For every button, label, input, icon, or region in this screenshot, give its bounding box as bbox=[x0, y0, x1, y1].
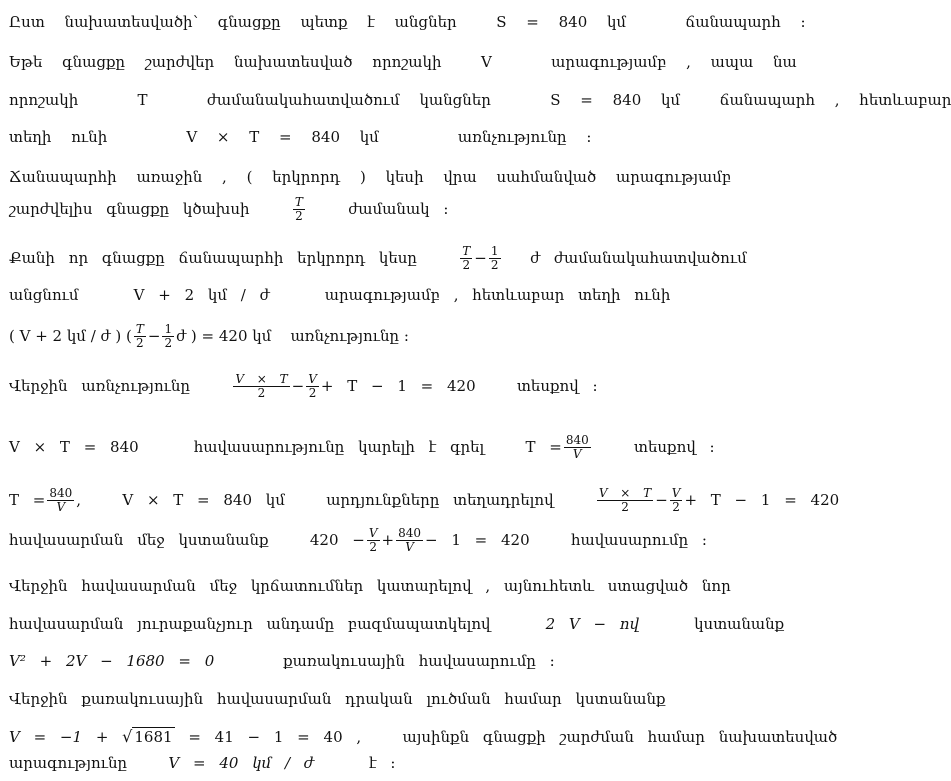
text: արդյունքները տեղադրելով bbox=[326, 491, 554, 509]
formula: = 41 − 1 = 40 , bbox=[188, 728, 362, 746]
text: Վերջին հավասարման մեջ կրճատումներ կատարելով , այնուհետև ստացված նոր bbox=[9, 577, 731, 595]
line-14 bbox=[9, 577, 731, 595]
fraction: $\frac{T}{2}$ bbox=[462, 243, 471, 272]
text: Եթե գնացքը շարժվեր նախատեսված որոշակի bbox=[9, 53, 442, 71]
radical-sign: √ bbox=[122, 727, 133, 746]
formula: V + 2 կմ / ժ bbox=[133, 286, 270, 304]
line-19 bbox=[9, 754, 395, 772]
line-17 bbox=[9, 690, 666, 708]
fraction: $\frac{V}{2}$ bbox=[308, 371, 317, 400]
line-11 bbox=[9, 428, 715, 466]
line-18 bbox=[9, 728, 837, 746]
formula: 420 − bbox=[309, 531, 365, 549]
text: հավասարման մեջ կստանանք bbox=[9, 531, 269, 549]
text: տեսքով : bbox=[634, 438, 715, 456]
text: , bbox=[76, 491, 82, 509]
text: քառակուսային հավասարումը : bbox=[283, 652, 555, 670]
text: ճանապարհ : bbox=[685, 13, 806, 31]
line-2 bbox=[9, 53, 797, 71]
operator: − bbox=[147, 327, 161, 345]
line-13 bbox=[9, 520, 707, 560]
formula: V × T = 840 կմ bbox=[122, 491, 285, 509]
text: տեսքով : bbox=[516, 377, 598, 395]
formula: V = −1 + bbox=[9, 728, 109, 746]
fraction: $\frac{V \times T}{2}$ bbox=[598, 485, 652, 514]
fraction: $\frac{T}{2}$ bbox=[135, 321, 144, 350]
text: հավասարումը : bbox=[570, 531, 707, 549]
text: ժամանակ : bbox=[348, 200, 449, 218]
text: արագությամբ , ապա նա bbox=[551, 53, 797, 71]
fraction: $\frac{V}{2}$ bbox=[368, 525, 378, 554]
operator: + bbox=[381, 531, 395, 549]
line-7 bbox=[9, 240, 747, 276]
text: անցնում bbox=[9, 286, 79, 304]
text: արագությամբ , հետևաբար տեղի ունի bbox=[324, 286, 671, 304]
text: Ճանապարհի առաջին , ( երկրորդ ) կեսի վրա սահմանված արագությամբ bbox=[9, 168, 732, 186]
operator: − bbox=[655, 491, 668, 509]
formula: T = bbox=[9, 491, 46, 509]
formula: − 1 = 420 bbox=[425, 531, 530, 549]
line-1 bbox=[9, 13, 806, 31]
text: կստանանք bbox=[694, 615, 785, 633]
formula: 2 V − ով bbox=[545, 615, 640, 633]
line-10 bbox=[9, 366, 598, 406]
line-16 bbox=[9, 652, 555, 670]
formula: T bbox=[137, 91, 148, 109]
fraction: $\frac{V}{2}$ bbox=[671, 485, 681, 514]
fraction: $\frac{1}{2}$ bbox=[490, 243, 499, 272]
text: Քանի որ գնացքը ճանապարհի երկրորդ կեսը bbox=[9, 249, 417, 267]
text: որոշակի bbox=[9, 91, 79, 109]
radicand: 1681 bbox=[134, 728, 173, 746]
line-15 bbox=[9, 615, 784, 633]
text: հավասարությունը կարելի է գրել bbox=[193, 438, 485, 456]
text: Վերջին քառակուսային հավասարման դրական լուծման համար կստանանք bbox=[9, 690, 666, 708]
text: առնչությունը : bbox=[290, 327, 409, 345]
formula: ( V + 2 կմ / ժ ) ( bbox=[9, 327, 132, 345]
text: է : bbox=[369, 754, 396, 772]
text: արագությունը bbox=[9, 754, 128, 772]
formula: T = bbox=[525, 438, 562, 456]
formula: + T − 1 = 420 bbox=[320, 377, 476, 395]
text: ճանապարհ , հետևաբար bbox=[719, 91, 951, 109]
line-3 bbox=[9, 91, 951, 109]
operator: − bbox=[474, 249, 487, 267]
formula: V × T = 840 կմ bbox=[186, 128, 379, 146]
text: Վերջին առնչությունը bbox=[9, 377, 190, 395]
text: առնչությունը : bbox=[457, 128, 592, 146]
text: տեղի ունի bbox=[9, 128, 108, 146]
formula: V² + 2V − 1680 = 0 bbox=[9, 652, 215, 670]
fraction: $\frac{1}{2}$ bbox=[164, 321, 173, 350]
text: Ըստ նախատեսվածի՝ գնացքը պետք է անցներ bbox=[9, 13, 457, 31]
line-12 bbox=[9, 480, 839, 520]
formula: + T − 1 = 420 bbox=[684, 491, 840, 509]
formula: V = 40 կմ / ժ bbox=[168, 754, 314, 772]
formula: S = 840 կմ bbox=[496, 13, 627, 31]
fraction: $\frac{V \times T}{2}$ bbox=[235, 371, 288, 400]
formula: S = 840 կմ bbox=[550, 91, 681, 109]
line-6 bbox=[9, 192, 448, 226]
fraction: $\frac{T}{2}$ bbox=[294, 194, 303, 223]
operator: − bbox=[291, 377, 305, 395]
text: այսինքն գնացքի շարժման համար նախատեսված bbox=[402, 728, 838, 746]
formula: ժ ) = 420 կմ bbox=[176, 327, 272, 345]
line-9 bbox=[9, 318, 409, 354]
fraction: $\frac{840}{V}$ bbox=[49, 485, 73, 514]
text: հավասարման յուրաքանչյուր անդամը բազմապատկելով bbox=[9, 615, 491, 633]
formula: V bbox=[481, 53, 492, 71]
text: ժ ժամանակահատվածում bbox=[530, 249, 747, 267]
formula: V × T = 840 bbox=[9, 438, 139, 456]
line-5 bbox=[9, 168, 731, 186]
line-4 bbox=[9, 128, 591, 146]
fraction: $\frac{840}{V}$ bbox=[398, 525, 421, 554]
text: ժամանակահատվածում կանցներ bbox=[206, 91, 491, 109]
line-8 bbox=[9, 286, 670, 304]
text: շարժվելիս գնացքը կծախսի bbox=[9, 200, 250, 218]
fraction: $\frac{840}{V}$ bbox=[565, 432, 589, 461]
